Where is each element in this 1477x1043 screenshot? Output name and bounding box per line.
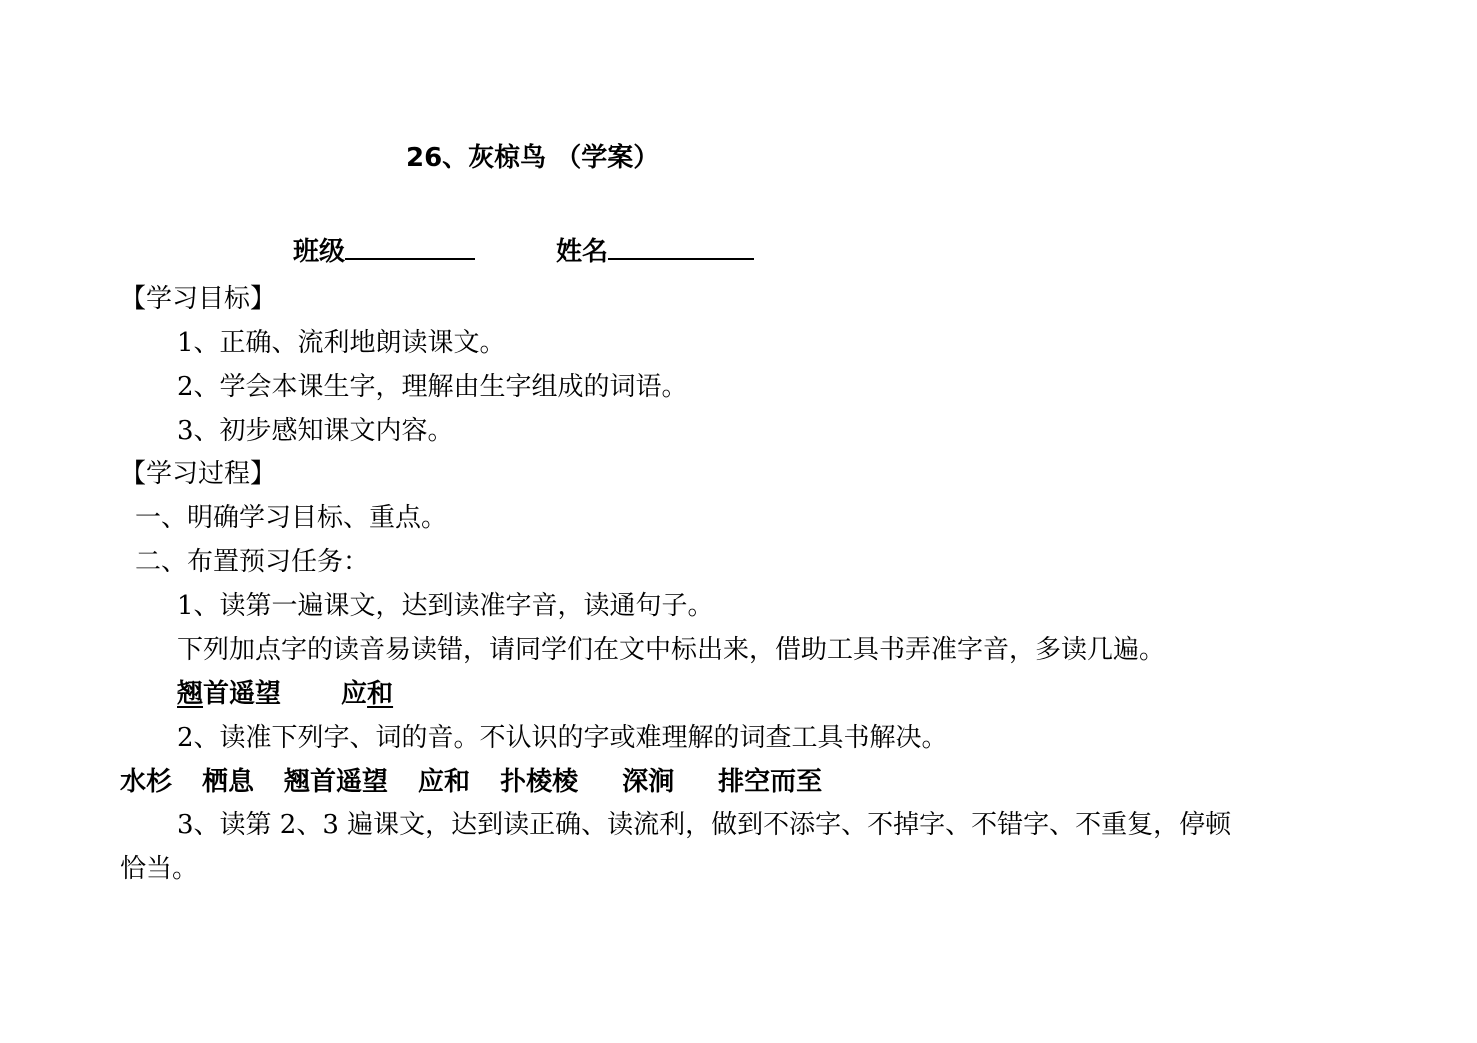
name-label: 姓名 xyxy=(556,237,609,267)
word-rest: 应 xyxy=(341,679,368,709)
vocab-word: 扑棱棱 xyxy=(500,767,579,797)
vocab-word: 栖息 xyxy=(202,767,255,797)
vocab-line xyxy=(120,766,822,798)
vocab-word: 应和 xyxy=(418,767,471,797)
process-heading: 【学习过程】 xyxy=(120,459,277,489)
page-title: 26、灰椋鸟 （学案） xyxy=(406,143,660,173)
class-field xyxy=(293,236,475,268)
goal-item: 3、初步感知课文内容。 xyxy=(177,416,454,446)
task-3-line-1: 3、读第 2、3 遍课文，达到读正确、读流利，做到不添字、不掉字、不错字、不重复，停顿 xyxy=(177,810,1232,840)
goal-item: 1、正确、流利地朗读课文。 xyxy=(177,328,506,358)
vocab-word: 水杉 xyxy=(120,767,173,797)
goal-item: 2、学会本课生字，理解由生字组成的词语。 xyxy=(177,372,688,402)
goals-heading: 【学习目标】 xyxy=(120,284,277,314)
vocab-word: 翘首遥望 xyxy=(284,767,389,797)
hard-word xyxy=(177,678,281,710)
hard-words-line xyxy=(177,678,393,710)
task-1-note: 下列加点字的读音易读错，请同学们在文中标出来，借助工具书弄准字音，多读几遍。 xyxy=(177,635,1166,665)
hard-word xyxy=(341,678,393,710)
vocab-word: 排空而至 xyxy=(718,767,823,797)
name-field xyxy=(556,236,754,268)
task-1: 1、读第一遍课文，达到读准字音，读通句子。 xyxy=(177,591,714,621)
task-3-line-2: 恰当。 xyxy=(120,854,199,884)
name-blank[interactable] xyxy=(608,238,754,260)
marked-char: 翘 xyxy=(177,679,204,709)
process-step-2: 二、布置预习任务： xyxy=(135,547,370,577)
class-blank[interactable] xyxy=(345,238,475,260)
task-2: 2、读准下列字、词的音。不认识的字或难理解的词查工具书解决。 xyxy=(177,723,948,753)
marked-char: 和 xyxy=(367,679,394,709)
word-rest: 首遥望 xyxy=(203,679,282,709)
vocab-word: 深涧 xyxy=(622,767,675,797)
process-step-1: 一、明确学习目标、重点。 xyxy=(135,503,448,533)
class-label: 班级 xyxy=(293,237,346,267)
